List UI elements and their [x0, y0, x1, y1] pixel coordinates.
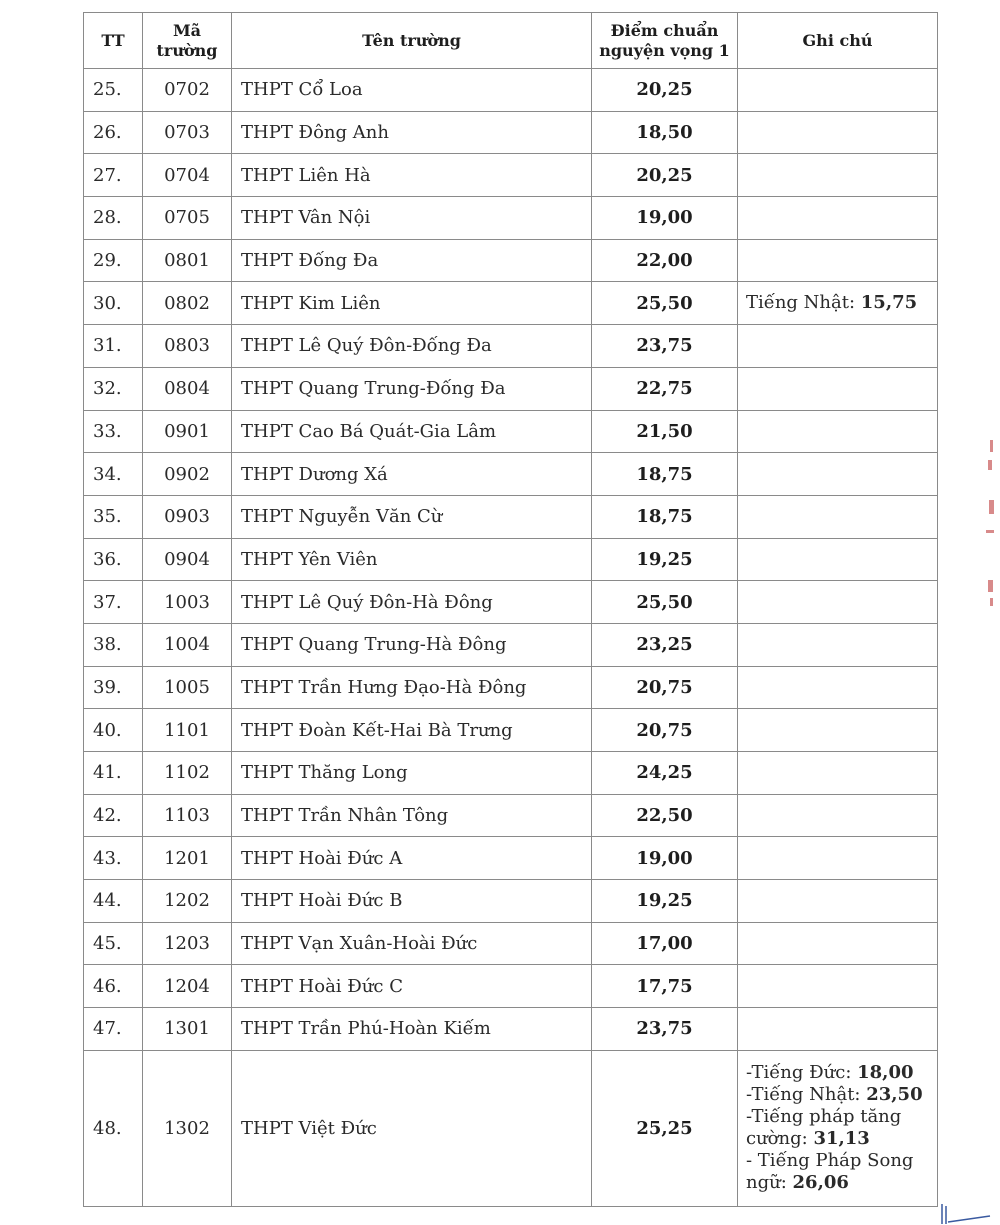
- school-code: 0902: [143, 453, 232, 496]
- note-value: 18,00: [857, 1062, 914, 1084]
- note-cell: [738, 709, 938, 752]
- cutoff-score: 18,75: [592, 453, 738, 496]
- school-name: THPT Thăng Long: [232, 752, 592, 795]
- school-code: 0804: [143, 367, 232, 410]
- row-number: 26.: [84, 111, 143, 154]
- cutoff-score: 25,25: [592, 1050, 738, 1206]
- school-code: 1005: [143, 666, 232, 709]
- note-line: [746, 1150, 937, 1194]
- row-number: 41.: [84, 752, 143, 795]
- school-name: THPT Hoài Đức A: [232, 837, 592, 880]
- table-row: [84, 666, 938, 709]
- table-row: [84, 581, 938, 624]
- note-cell: [738, 794, 938, 837]
- row-number: 48.: [84, 1050, 143, 1206]
- school-code: 1103: [143, 794, 232, 837]
- table-row: [84, 965, 938, 1008]
- note-value: 15,75: [860, 292, 918, 314]
- table-row: [84, 111, 938, 154]
- note-cell: [738, 325, 938, 368]
- school-name: THPT Đoàn Kết-Hai Bà Trưng: [232, 709, 592, 752]
- school-name: THPT Cao Bá Quát-Gia Lâm: [232, 410, 592, 453]
- note-label: -Tiếng Đức:: [746, 1062, 852, 1084]
- note-cell: [738, 410, 938, 453]
- note-cell: [738, 1050, 938, 1206]
- cutoff-score: 23,75: [592, 1008, 738, 1051]
- cutoff-score: 25,50: [592, 581, 738, 624]
- note-label: Tiếng Nhật:: [746, 292, 856, 314]
- cutoff-score: 20,75: [592, 666, 738, 709]
- document-page: [83, 12, 937, 1207]
- cutoff-score: 19,00: [592, 197, 738, 240]
- school-code: 0705: [143, 197, 232, 240]
- school-name: THPT Việt Đức: [232, 1050, 592, 1206]
- header-school-name: Tên trường: [232, 13, 592, 69]
- school-code: 1102: [143, 752, 232, 795]
- school-name: THPT Yên Viên: [232, 538, 592, 581]
- school-code: 1202: [143, 880, 232, 923]
- note-cell: [738, 282, 938, 325]
- header-cutoff-score: [592, 13, 738, 69]
- table-row: [84, 837, 938, 880]
- table-row: [84, 410, 938, 453]
- header-note: Ghi chú: [738, 13, 938, 69]
- note-label: - Tiếng Pháp Song ngữ:: [746, 1150, 914, 1194]
- table-row: [84, 794, 938, 837]
- cutoff-score: 19,00: [592, 837, 738, 880]
- school-code: 1203: [143, 922, 232, 965]
- row-number: 27.: [84, 154, 143, 197]
- table-row: [84, 495, 938, 538]
- school-name: THPT Trần Phú-Hoàn Kiếm: [232, 1008, 592, 1051]
- school-name: THPT Hoài Đức B: [232, 880, 592, 923]
- school-name: THPT Cổ Loa: [232, 69, 592, 112]
- table-body: [84, 69, 938, 1207]
- cutoff-score: 22,50: [592, 794, 738, 837]
- school-code: 0702: [143, 69, 232, 112]
- note-line: [746, 1062, 937, 1084]
- row-number: 43.: [84, 837, 143, 880]
- school-name: THPT Hoài Đức C: [232, 965, 592, 1008]
- note-value: 26,06: [792, 1172, 849, 1194]
- row-number: 30.: [84, 282, 143, 325]
- admission-scores-table: [83, 12, 938, 1207]
- row-number: 34.: [84, 453, 143, 496]
- table-row: [84, 69, 938, 112]
- row-number: 37.: [84, 581, 143, 624]
- school-name: THPT Kim Liên: [232, 282, 592, 325]
- note-cell: [738, 581, 938, 624]
- row-number: 31.: [84, 325, 143, 368]
- note-cell: [738, 922, 938, 965]
- header-code-line1: Mã: [172, 20, 202, 40]
- note-cell: [738, 752, 938, 795]
- school-code: 0903: [143, 495, 232, 538]
- note-cell: [738, 666, 938, 709]
- school-code: 0802: [143, 282, 232, 325]
- school-code: 0704: [143, 154, 232, 197]
- row-number: 44.: [84, 880, 143, 923]
- table-header-row: [84, 13, 938, 69]
- row-number: 35.: [84, 495, 143, 538]
- school-code: 1204: [143, 965, 232, 1008]
- note-line: [746, 1084, 937, 1106]
- table-row: [84, 880, 938, 923]
- note-cell: [738, 239, 938, 282]
- school-name: THPT Quang Trung-Hà Đông: [232, 623, 592, 666]
- school-name: THPT Vân Nội: [232, 197, 592, 240]
- table-row: [84, 325, 938, 368]
- table-row: [84, 709, 938, 752]
- cutoff-score: 25,50: [592, 282, 738, 325]
- margin-stamp-marks: [974, 430, 1000, 620]
- school-name: THPT Đống Đa: [232, 239, 592, 282]
- table-row: [84, 1008, 938, 1051]
- cutoff-score: 22,00: [592, 239, 738, 282]
- header-score-line1: Điểm chuẩn: [610, 20, 719, 40]
- header-school-code: [143, 13, 232, 69]
- note-cell: [738, 495, 938, 538]
- row-number: 32.: [84, 367, 143, 410]
- header-code-line2: trường: [156, 40, 218, 60]
- row-number: 36.: [84, 538, 143, 581]
- table-row: [84, 752, 938, 795]
- note-cell: [738, 367, 938, 410]
- cutoff-score: 21,50: [592, 410, 738, 453]
- school-name: THPT Lê Quý Đôn-Đống Đa: [232, 325, 592, 368]
- school-name: THPT Trần Hưng Đạo-Hà Đông: [232, 666, 592, 709]
- school-code: 1301: [143, 1008, 232, 1051]
- school-code: 0803: [143, 325, 232, 368]
- school-name: THPT Nguyễn Văn Cừ: [232, 495, 592, 538]
- row-number: 28.: [84, 197, 143, 240]
- cutoff-score: 23,75: [592, 325, 738, 368]
- school-name: THPT Dương Xá: [232, 453, 592, 496]
- school-code: 0703: [143, 111, 232, 154]
- school-code: 1004: [143, 623, 232, 666]
- row-number: 42.: [84, 794, 143, 837]
- note-cell: [738, 69, 938, 112]
- school-name: THPT Liên Hà: [232, 154, 592, 197]
- school-code: 1201: [143, 837, 232, 880]
- cutoff-score: 24,25: [592, 752, 738, 795]
- table-row: [84, 453, 938, 496]
- table-row: [84, 239, 938, 282]
- page-corner-mark: [940, 1196, 1000, 1225]
- school-name: THPT Trần Nhân Tông: [232, 794, 592, 837]
- school-code: 0904: [143, 538, 232, 581]
- note-cell: [738, 965, 938, 1008]
- row-number: 47.: [84, 1008, 143, 1051]
- row-number: 33.: [84, 410, 143, 453]
- cutoff-score: 19,25: [592, 538, 738, 581]
- note-label: -Tiếng Nhật:: [746, 1084, 861, 1106]
- school-code: 1003: [143, 581, 232, 624]
- note-label: -Tiếng pháp tăng cường:: [746, 1106, 902, 1150]
- note-cell: [738, 1008, 938, 1051]
- school-code: 1302: [143, 1050, 232, 1206]
- table-row: [84, 282, 938, 325]
- cutoff-score: 22,75: [592, 367, 738, 410]
- cutoff-score: 18,50: [592, 111, 738, 154]
- header-tt: TT: [84, 13, 143, 69]
- note-cell: [738, 880, 938, 923]
- school-name: THPT Vạn Xuân-Hoài Đức: [232, 922, 592, 965]
- cutoff-score: 18,75: [592, 495, 738, 538]
- table-row: [84, 538, 938, 581]
- table-row: [84, 922, 938, 965]
- school-name: THPT Đông Anh: [232, 111, 592, 154]
- table-row: [84, 1050, 938, 1206]
- header-score-line2: nguyện vọng 1: [599, 40, 730, 60]
- school-name: THPT Quang Trung-Đống Đa: [232, 367, 592, 410]
- note-cell: [738, 538, 938, 581]
- row-number: 46.: [84, 965, 143, 1008]
- table-row: [84, 154, 938, 197]
- row-number: 39.: [84, 666, 143, 709]
- note-cell: [738, 453, 938, 496]
- cutoff-score: 20,25: [592, 154, 738, 197]
- table-row: [84, 197, 938, 240]
- note-value: 31,13: [813, 1128, 870, 1150]
- school-code: 0801: [143, 239, 232, 282]
- cutoff-score: 19,25: [592, 880, 738, 923]
- cutoff-score: 23,25: [592, 623, 738, 666]
- note-cell: [738, 837, 938, 880]
- note-cell: [738, 623, 938, 666]
- table-row: [84, 623, 938, 666]
- school-code: 0901: [143, 410, 232, 453]
- cutoff-score: 20,75: [592, 709, 738, 752]
- note-cell: [738, 154, 938, 197]
- school-code: 1101: [143, 709, 232, 752]
- note-cell: [738, 111, 938, 154]
- cutoff-score: 17,75: [592, 965, 738, 1008]
- note-value: 23,50: [866, 1084, 923, 1106]
- row-number: 38.: [84, 623, 143, 666]
- row-number: 40.: [84, 709, 143, 752]
- row-number: 25.: [84, 69, 143, 112]
- school-name: THPT Lê Quý Đôn-Hà Đông: [232, 581, 592, 624]
- cutoff-score: 17,00: [592, 922, 738, 965]
- table-row: [84, 367, 938, 410]
- row-number: 29.: [84, 239, 143, 282]
- row-number: 45.: [84, 922, 143, 965]
- cutoff-score: 20,25: [592, 69, 738, 112]
- note-cell: [738, 197, 938, 240]
- note-line: [746, 1106, 937, 1150]
